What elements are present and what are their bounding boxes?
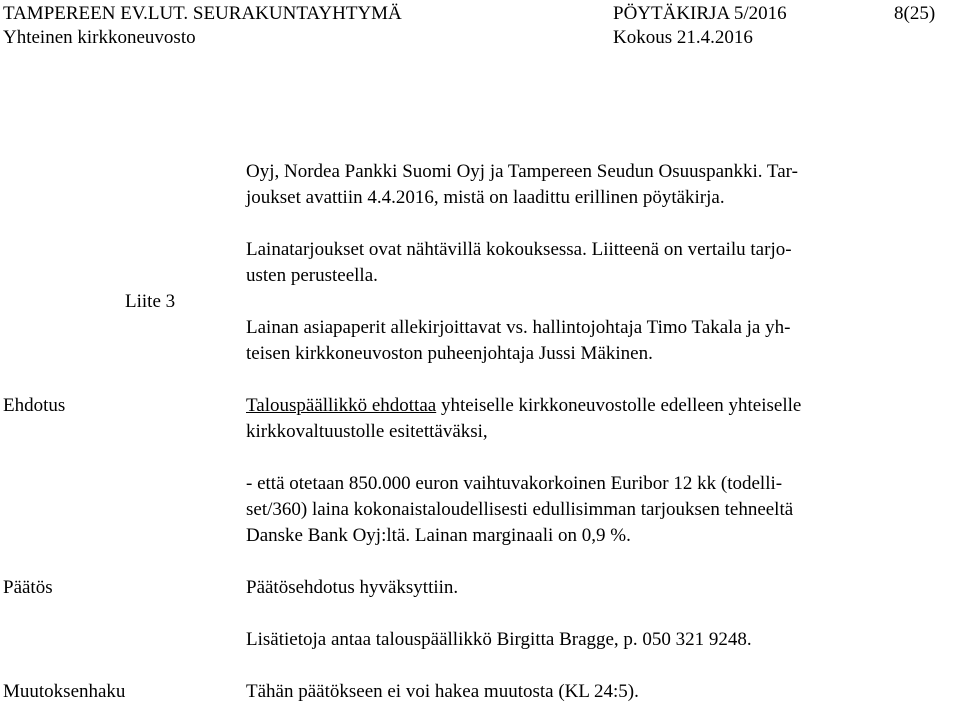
underlined-text: Talouspäällikkö ehdottaa — [246, 395, 437, 416]
paragraph-line: Lisätietoja antaa talouspäällikkö Birgitta Bragge, p. 050 321 9248. — [246, 629, 752, 650]
paragraph-line: teisen kirkkoneuvoston puheenjohtaja Jussi Mäkinen. — [246, 343, 653, 364]
paragraph-line: joukset avattiin 4.4.2016, mistä on laadittu erillinen pöytäkirja. — [246, 187, 725, 208]
paragraph-line: Danske Bank Oyj:ltä. Lainan marginaali on 0,9 %. — [246, 525, 631, 546]
paragraph-line: Päätösehdotus hyväksyttiin. — [246, 577, 459, 598]
paragraph-loan-signatories — [246, 315, 946, 367]
paragraph-line: Oyj, Nordea Pankki Suomi Oyj ja Tampereen Seudun Osuuspankki. Tar- — [246, 161, 798, 182]
header-org: TAMPEREEN EV.LUT. SEURAKUNTAYHTYMÄ — [3, 3, 402, 24]
header-body-name: Yhteinen kirkkoneuvosto — [3, 27, 196, 48]
paragraph-line: Lainan asiapaperit allekirjoittavat vs. hallintojohtaja Timo Takala ja yh- — [246, 317, 791, 338]
paragraph-proposal — [246, 393, 946, 445]
label-ehdotus: Ehdotus — [3, 395, 66, 416]
header-page-number: 8(25) — [894, 3, 936, 24]
label-paatos: Päätös — [3, 577, 53, 598]
label-muutoksenhaku: Muutoksenhaku — [3, 681, 126, 702]
paragraph-line: - että otetaan 850.000 euron vaihtuvakorkoinen Euribor 12 kk (todelli- — [246, 473, 783, 494]
paragraph-line: set/360) laina kokonaistaloudellisesti edullisimman tarjouksen tehneeltä — [246, 499, 794, 520]
paragraph-tender-info — [246, 159, 946, 211]
paragraph-text: yhteiselle kirkkoneuvostolle edelleen yhteiselle — [436, 395, 802, 416]
paragraph-line: kirkkovaltuustolle esitettäväksi, — [246, 421, 488, 442]
paragraph-contact-info — [246, 627, 946, 653]
paragraph-loan-offers — [246, 237, 946, 289]
label-liite: Liite 3 — [125, 291, 176, 312]
paragraph-line: Lainatarjoukset ovat nähtävillä kokouksessa. Liitteenä on vertailu tarjo- — [246, 239, 792, 260]
header-doc-type: PÖYTÄKIRJA 5/2016 — [613, 3, 787, 24]
paragraph-line: usten perusteella. — [246, 265, 378, 286]
paragraph-appeal — [246, 679, 946, 705]
paragraph-loan-details — [246, 471, 946, 549]
paragraph-decision — [246, 575, 946, 601]
paragraph-line: Tähän päätökseen ei voi hakea muutosta (KL 24:5). — [246, 681, 639, 702]
paragraph-line — [246, 393, 946, 419]
header-meeting-date: Kokous 21.4.2016 — [613, 27, 753, 48]
